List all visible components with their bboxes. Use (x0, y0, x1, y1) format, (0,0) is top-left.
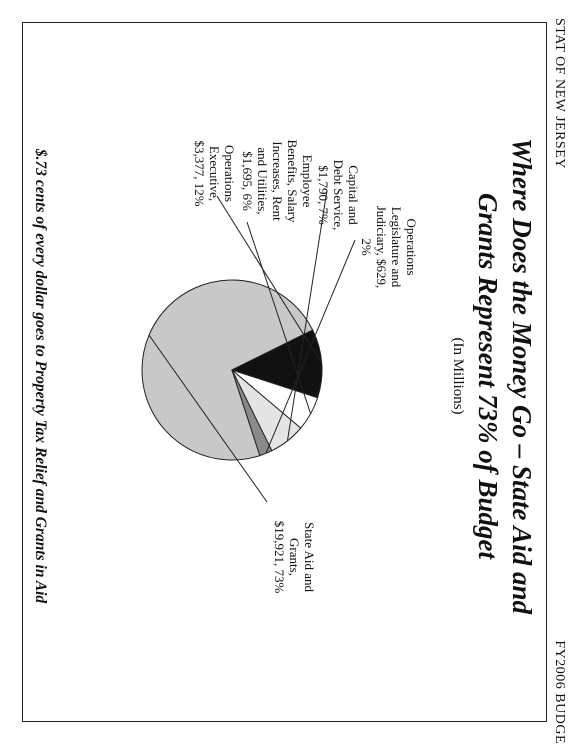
footer-note: $.73 cents of every dollar goes to Property Tax Relief and Grants in Aid (32, 148, 49, 604)
label-capital-and-debt-service: Capital and Debt Service, $1,790, 7% (316, 159, 361, 231)
label-operations-executive: Operations Executive, $3,377, 12% (192, 140, 237, 207)
chart-title-line-1: Where Does the Money Go – State Aid and (507, 137, 537, 614)
chart-subtitle: (In Millions) (450, 337, 466, 415)
header-right-text: FY2006 BUDGE (552, 640, 567, 744)
chart-title-line-2: Grants Represent 73% of Budget (473, 192, 503, 560)
label-operations-legislature-judiciary: Operations Legislature and Judiciary, $629, 2% (359, 205, 419, 289)
label-state-aid-and-grants: State Aid and Grants, $19,921, 73% (272, 520, 317, 594)
header-left-text: STAT OF NEW JERSEY (552, 18, 567, 169)
label-employee-benefits: Employee Benefits, Salary Increases, Rent and Utilities, $1,695, 6% (240, 139, 315, 223)
